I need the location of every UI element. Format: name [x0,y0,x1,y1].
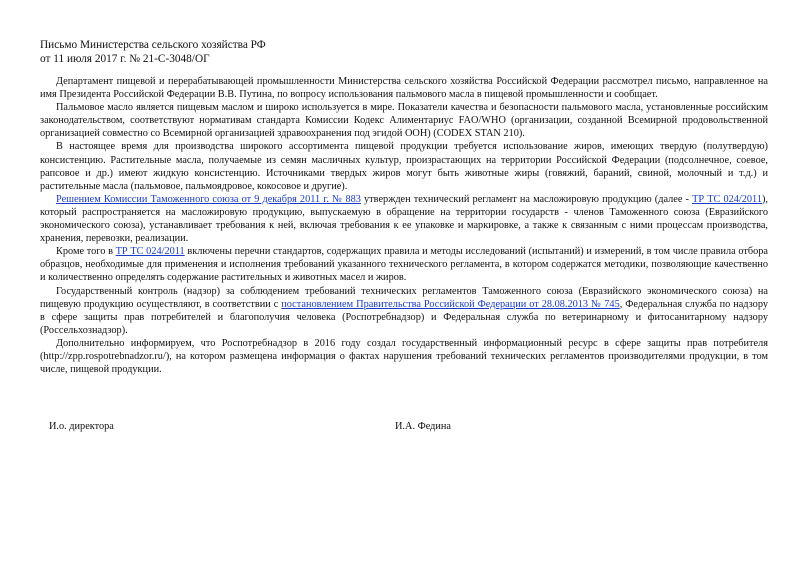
paragraph-2: Пальмовое масло является пищевым маслом и широко используется в мире. Показатели качества и безопасности пальмового масла, установленные российским законодательством, соответствуют нормативам стандарта Комиссии Кодекс Алиментариус FAO/WHO (организации, созданной Всемирной продовольственной организацией совместно со Всемирной организацией здравоохранения под эгидой ООН) (CODEX STAN 210). [40,102,768,140]
link-tr-ts-024-2011[interactable]: ТР ТС 024/2011 [692,193,762,205]
paragraph-4-text-1: утвержден технический регламент на масложировую продукцию (далее - [360,193,693,205]
paragraph-6 [40,285,768,337]
link-government-decree-745[interactable]: постановлением Правительства Российской Федерации от 28.08.2013 № 745 [281,298,620,310]
paragraph-4 [40,193,768,245]
letter-header [40,38,768,66]
document [40,38,768,376]
paragraph-7: Дополнительно информируем, что Роспотребнадзор в 2016 году создал государственный информационный ресурс в сфере защиты прав потребителя (http://zpp.rospotrebnadzor.ru/), на котором размещена информация о фактах нарушения требований технических регламентов производителями продукции, в том числе, пищевой продукции. [40,337,768,376]
paragraph-5-text-1: Кроме того в [56,246,116,258]
link-decision-883[interactable]: Решением Комиссии Таможенного союза от 9 декабря 2011 г. № 883 [56,193,361,205]
link-tr-ts-024-2011-second[interactable]: ТР ТС 024/2011 [115,246,185,258]
signature-name: И.А. Федина [395,421,451,432]
paragraph-3: В настоящее время для производства широкого ассортимента пищевой продукции требуется использование жиров, имеющих твердую (полутвердую) консистенцию. Растительные масла, получаемые из семян масличных культур, произрастающих на территории Российской Федерации (подсолнечное, соевое, рапсовое и др.) имеют жидкую консистенцию. Источниками твердых жиров могут быть животные жиры (говяжий, бараний, свиной, молочный и т.д.) и растительные масла (пальмовое, пальмоядровое, кокосовое и другие). [40,141,768,192]
letter-title: Письмо Министерства сельского хозяйства РФ [40,39,266,51]
paragraph-6-text-2: , Федеральная служба по надзору в сфере защиты прав потребителей и благополучия человека (Роспотребнадзор) и Федеральная служба по ветеринарному и фитосанитарному надзору (Россельхознадзор). [40,298,768,336]
paragraph-1: Департамент пищевой и перерабатывающей промышленности Министерства сельского хозяйства Российской Федерации рассмотрел письмо, направленное на имя Президента Российской Федерации В.В. Путина, по вопросу использования пальмового масла в пищевой промышленности и сообщает. [40,76,768,101]
letter-date-number: от 11 июля 2017 г. № 21-С-3048/ОГ [40,53,210,65]
paragraph-5-text-2: включены перечни стандартов, содержащих правила и методы исследований (испытаний) и измерений, в том числе правила отбора образцов, необходимые для применения и исполнения требований указанного технического регламента, в котором содержатся методики, позволяющие качественно и количественно определять содержание растительных и животных масел и жиров. [40,246,768,284]
paragraph-5 [40,245,768,284]
paragraph-6-text-1: Государственный контроль (надзор) за соблюдением требований технических регламентов Таможенного союза (Евразийского экономического союза) на пищевую продукцию осуществляют, в соответствии с [40,285,768,310]
paragraph-4-text-2: ), который распространяется на масложировую продукцию, выпускаемую в обращение на территории государств - членов Таможенного союза (Евразийского экономического союза), устанавливает требования к ней, включая требования к ее упаковке и маркировке, а также к связанным с ними процессам производства, хранения, перевозки, реализации. [40,193,768,245]
signature-position: И.о. директора [49,421,114,432]
